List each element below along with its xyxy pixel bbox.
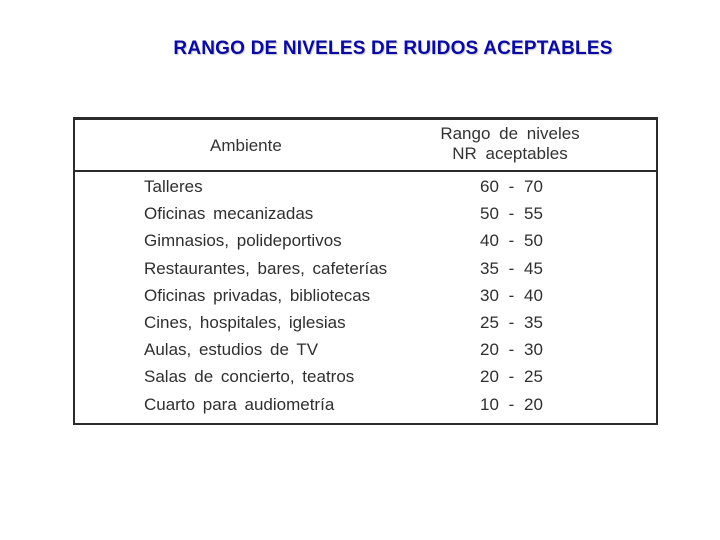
cell-rango: 20 - 30 [480, 340, 543, 360]
table-row [75, 285, 656, 312]
table-row [75, 312, 656, 339]
cell-rango: 35 - 45 [480, 258, 543, 278]
table-row [75, 230, 656, 257]
cell-ambiente: Restaurantes, bares, cafeterías [144, 258, 388, 278]
cell-rango: 10 - 20 [480, 394, 543, 414]
table-row [75, 394, 656, 421]
cell-rango: 60 - 70 [480, 177, 543, 196]
cell-rango: 25 - 35 [480, 312, 543, 332]
cell-ambiente: Salas de concierto, teatros [144, 367, 355, 387]
cell-rango: 50 - 55 [480, 204, 543, 224]
noise-levels-table [73, 117, 658, 425]
header-range-line1: Rango de niveles [440, 124, 580, 143]
cell-ambiente: Cines, hospitales, iglesias [144, 312, 346, 332]
table-row [75, 258, 656, 285]
header-range [430, 124, 590, 164]
table-header [75, 120, 656, 172]
table-row [75, 176, 656, 203]
cell-ambiente: Gimnasios, polideportivos [144, 231, 342, 251]
cell-ambiente: Talleres [144, 177, 203, 196]
table-row [75, 366, 656, 393]
cell-ambiente: Aulas, estudios de TV [144, 340, 319, 360]
table-row [75, 339, 656, 366]
table-body [75, 176, 656, 421]
cell-rango: 30 - 40 [480, 285, 543, 305]
header-range-line2: NR aceptables [452, 144, 568, 163]
cell-ambiente: Oficinas mecanizadas [144, 204, 314, 224]
table-row [75, 203, 656, 230]
slide-title: RANGO DE NIVELES DE RUIDOS ACEPTABLES [173, 38, 613, 59]
cell-rango: 20 - 25 [480, 367, 543, 387]
cell-ambiente: Oficinas privadas, bibliotecas [144, 285, 371, 305]
cell-rango: 40 - 50 [480, 231, 543, 251]
cell-ambiente: Cuarto para audiometría [144, 394, 335, 414]
header-ambiente: Ambiente [210, 136, 282, 155]
